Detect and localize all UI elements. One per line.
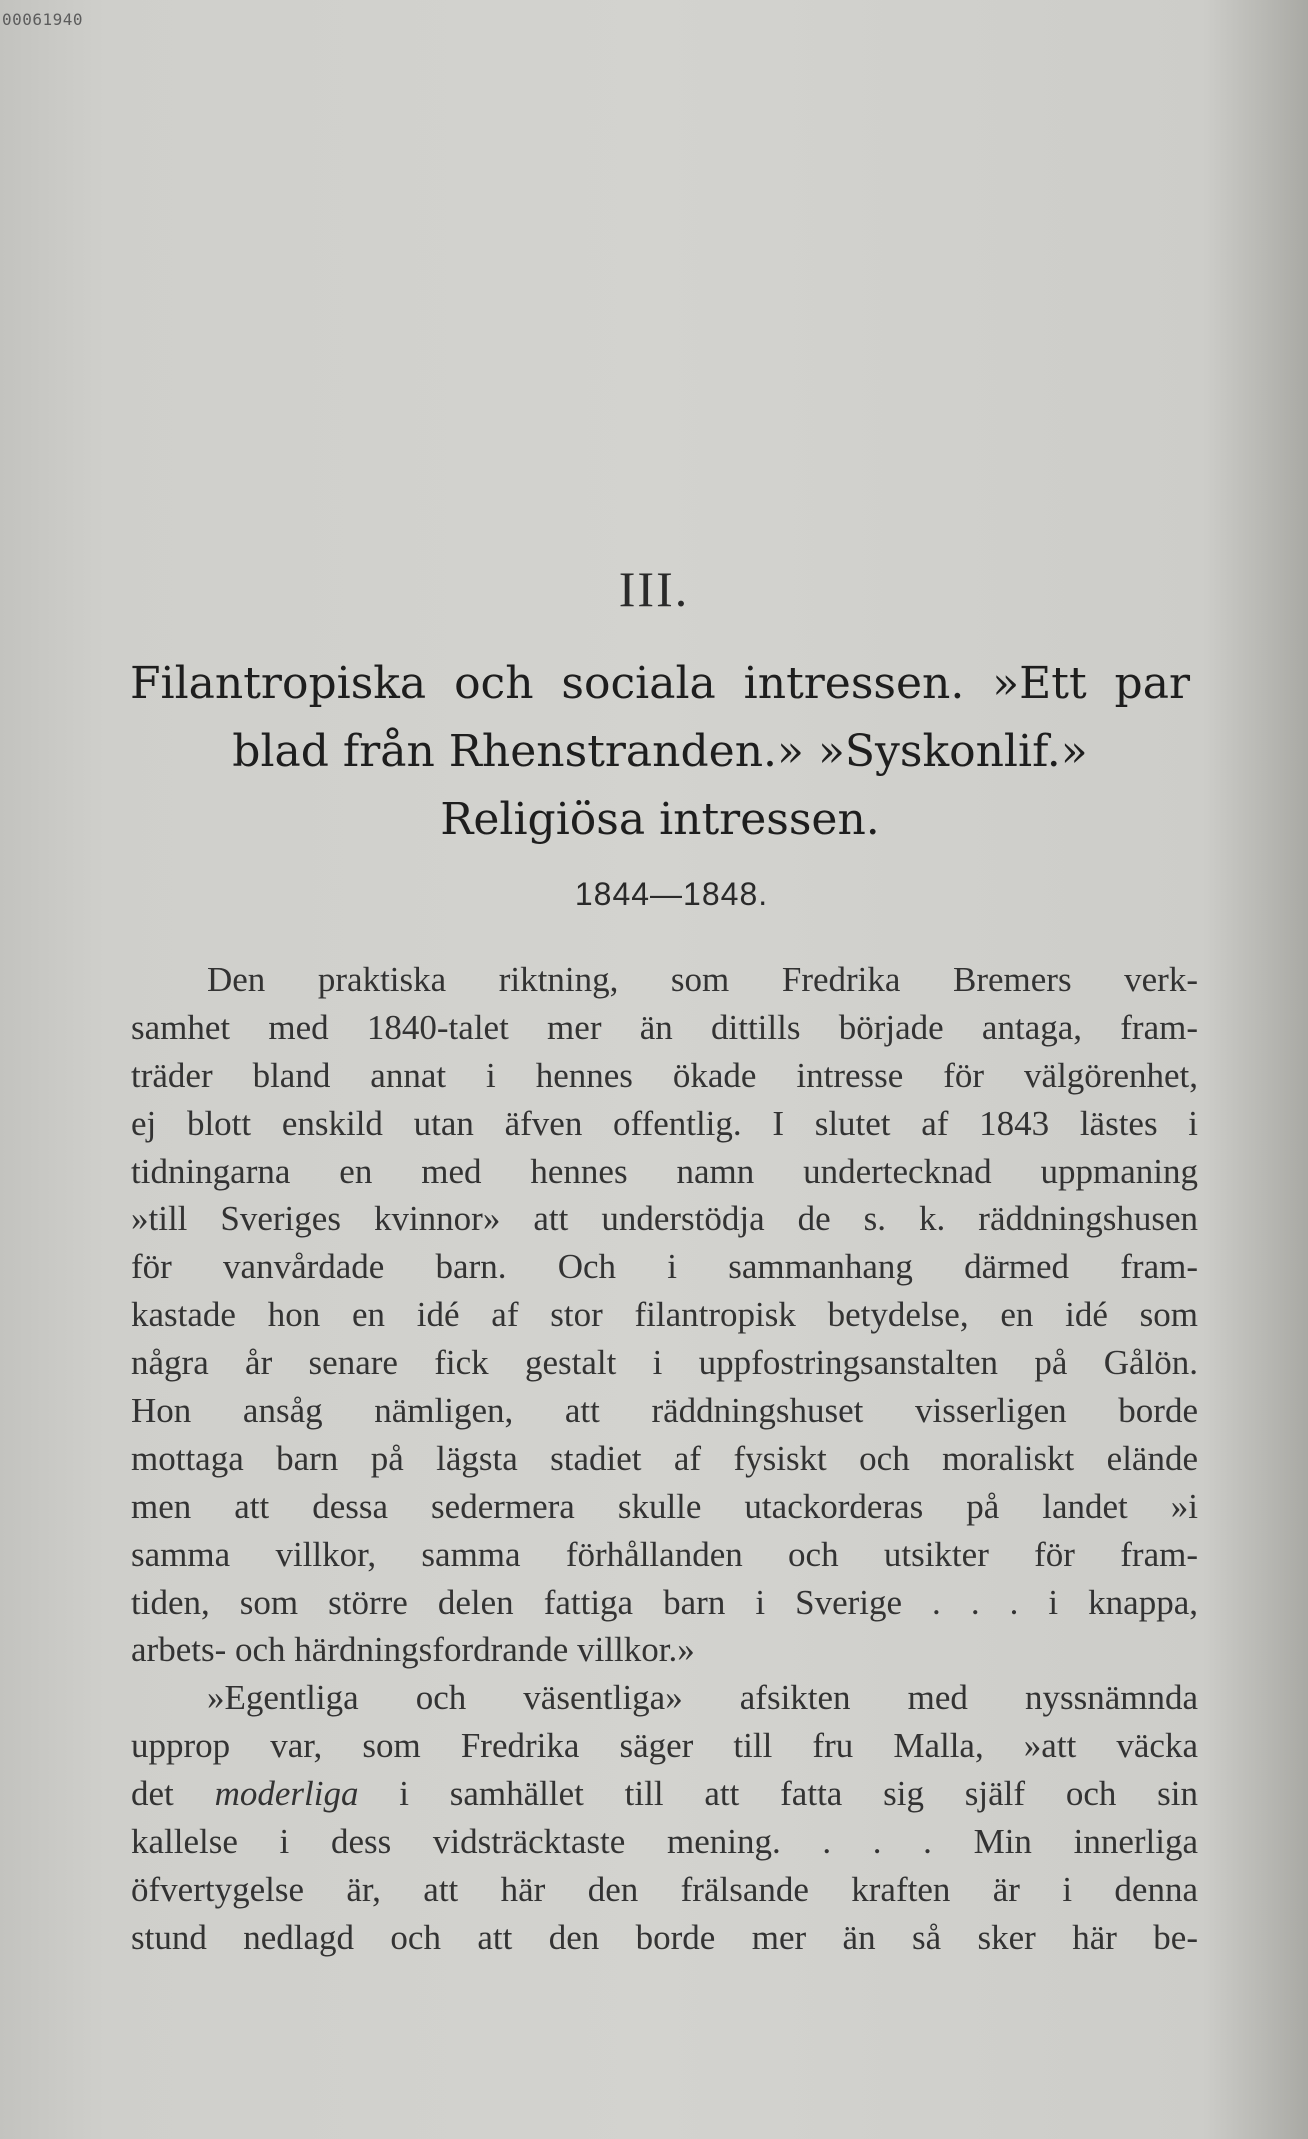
italic-word: moderliga: [214, 1774, 359, 1814]
text-line: men att dessa sedermera skulle utackorderas på landet »i: [131, 1486, 1198, 1526]
text-line: kallelse i dess vidsträcktaste mening. . . . Min innerliga: [131, 1822, 1198, 1862]
text-segment: i samhället till att fatta sig själf och sin: [358, 1774, 1198, 1814]
text-segment: det: [131, 1774, 215, 1814]
text-line: öfvertygelse är, att här den frälsande kraften är i denna: [131, 1869, 1198, 1909]
text-line: träder bland annat i hennes ökade intresse för välgörenhet,: [131, 1055, 1198, 1095]
text-line: kastade hon en idé af stor filantropisk betydelse, en idé som: [131, 1295, 1198, 1335]
text-line: »Egentliga och väsentliga» afsikten med nyssnämnda: [207, 1678, 1198, 1718]
text-line: tiden, som större delen fattiga barn i Sverige . . . i knappa,: [131, 1582, 1198, 1622]
chapter-title: [130, 650, 1190, 854]
chapter-title-line: Filantropiska och sociala intressen. »Ett par: [130, 658, 1190, 709]
chapter-title-line: Religiösa intressen.: [440, 794, 880, 845]
chapter-years: 1844—1848.: [574, 876, 769, 912]
scan-id-label: 00061940: [2, 10, 84, 29]
text-line: stund nedlagd och att den borde mer än så sker här be-: [131, 1917, 1198, 1957]
text-line: mottaga barn på lägsta stadiet af fysiskt och moraliskt elände: [131, 1438, 1198, 1478]
body-text: [131, 956, 1198, 1962]
text-line: några år senare fick gestalt i uppfostringsanstalten på Gålön.: [131, 1343, 1198, 1383]
text-line: Den praktiska riktning, som Fredrika Bremers verk-: [207, 960, 1198, 999]
chapter-title-line: blad från Rhenstranden.» »Syskonlif.»: [232, 726, 1088, 777]
text-line: ej blott enskild utan äfven offentlig. I slutet af 1843 lästes i: [131, 1103, 1198, 1143]
text-line: för vanvårdade barn. Och i sammanhang därmed fram-: [131, 1247, 1198, 1287]
text-line: samma villkor, samma förhållanden och utsikter för fram-: [131, 1534, 1198, 1574]
chapter-number: III.: [618, 561, 690, 617]
text-line: »till Sveriges kvinnor» att understödja de s. k. räddningshusen: [131, 1199, 1198, 1239]
text-line: samhet med 1840-talet mer än dittills började antaga, fram-: [131, 1007, 1198, 1047]
text-line: upprop var, som Fredrika säger till fru Malla, »att väcka: [131, 1726, 1198, 1766]
text-line: tidningarna en med hennes namn undertecknad uppmaning: [131, 1151, 1198, 1191]
text-line: arbets- och härdningsfordrande villkor.»: [131, 1630, 695, 1670]
text-line: Hon ansåg nämligen, att räddningshuset visserligen borde: [131, 1391, 1198, 1431]
text-line: [131, 1770, 1198, 1818]
